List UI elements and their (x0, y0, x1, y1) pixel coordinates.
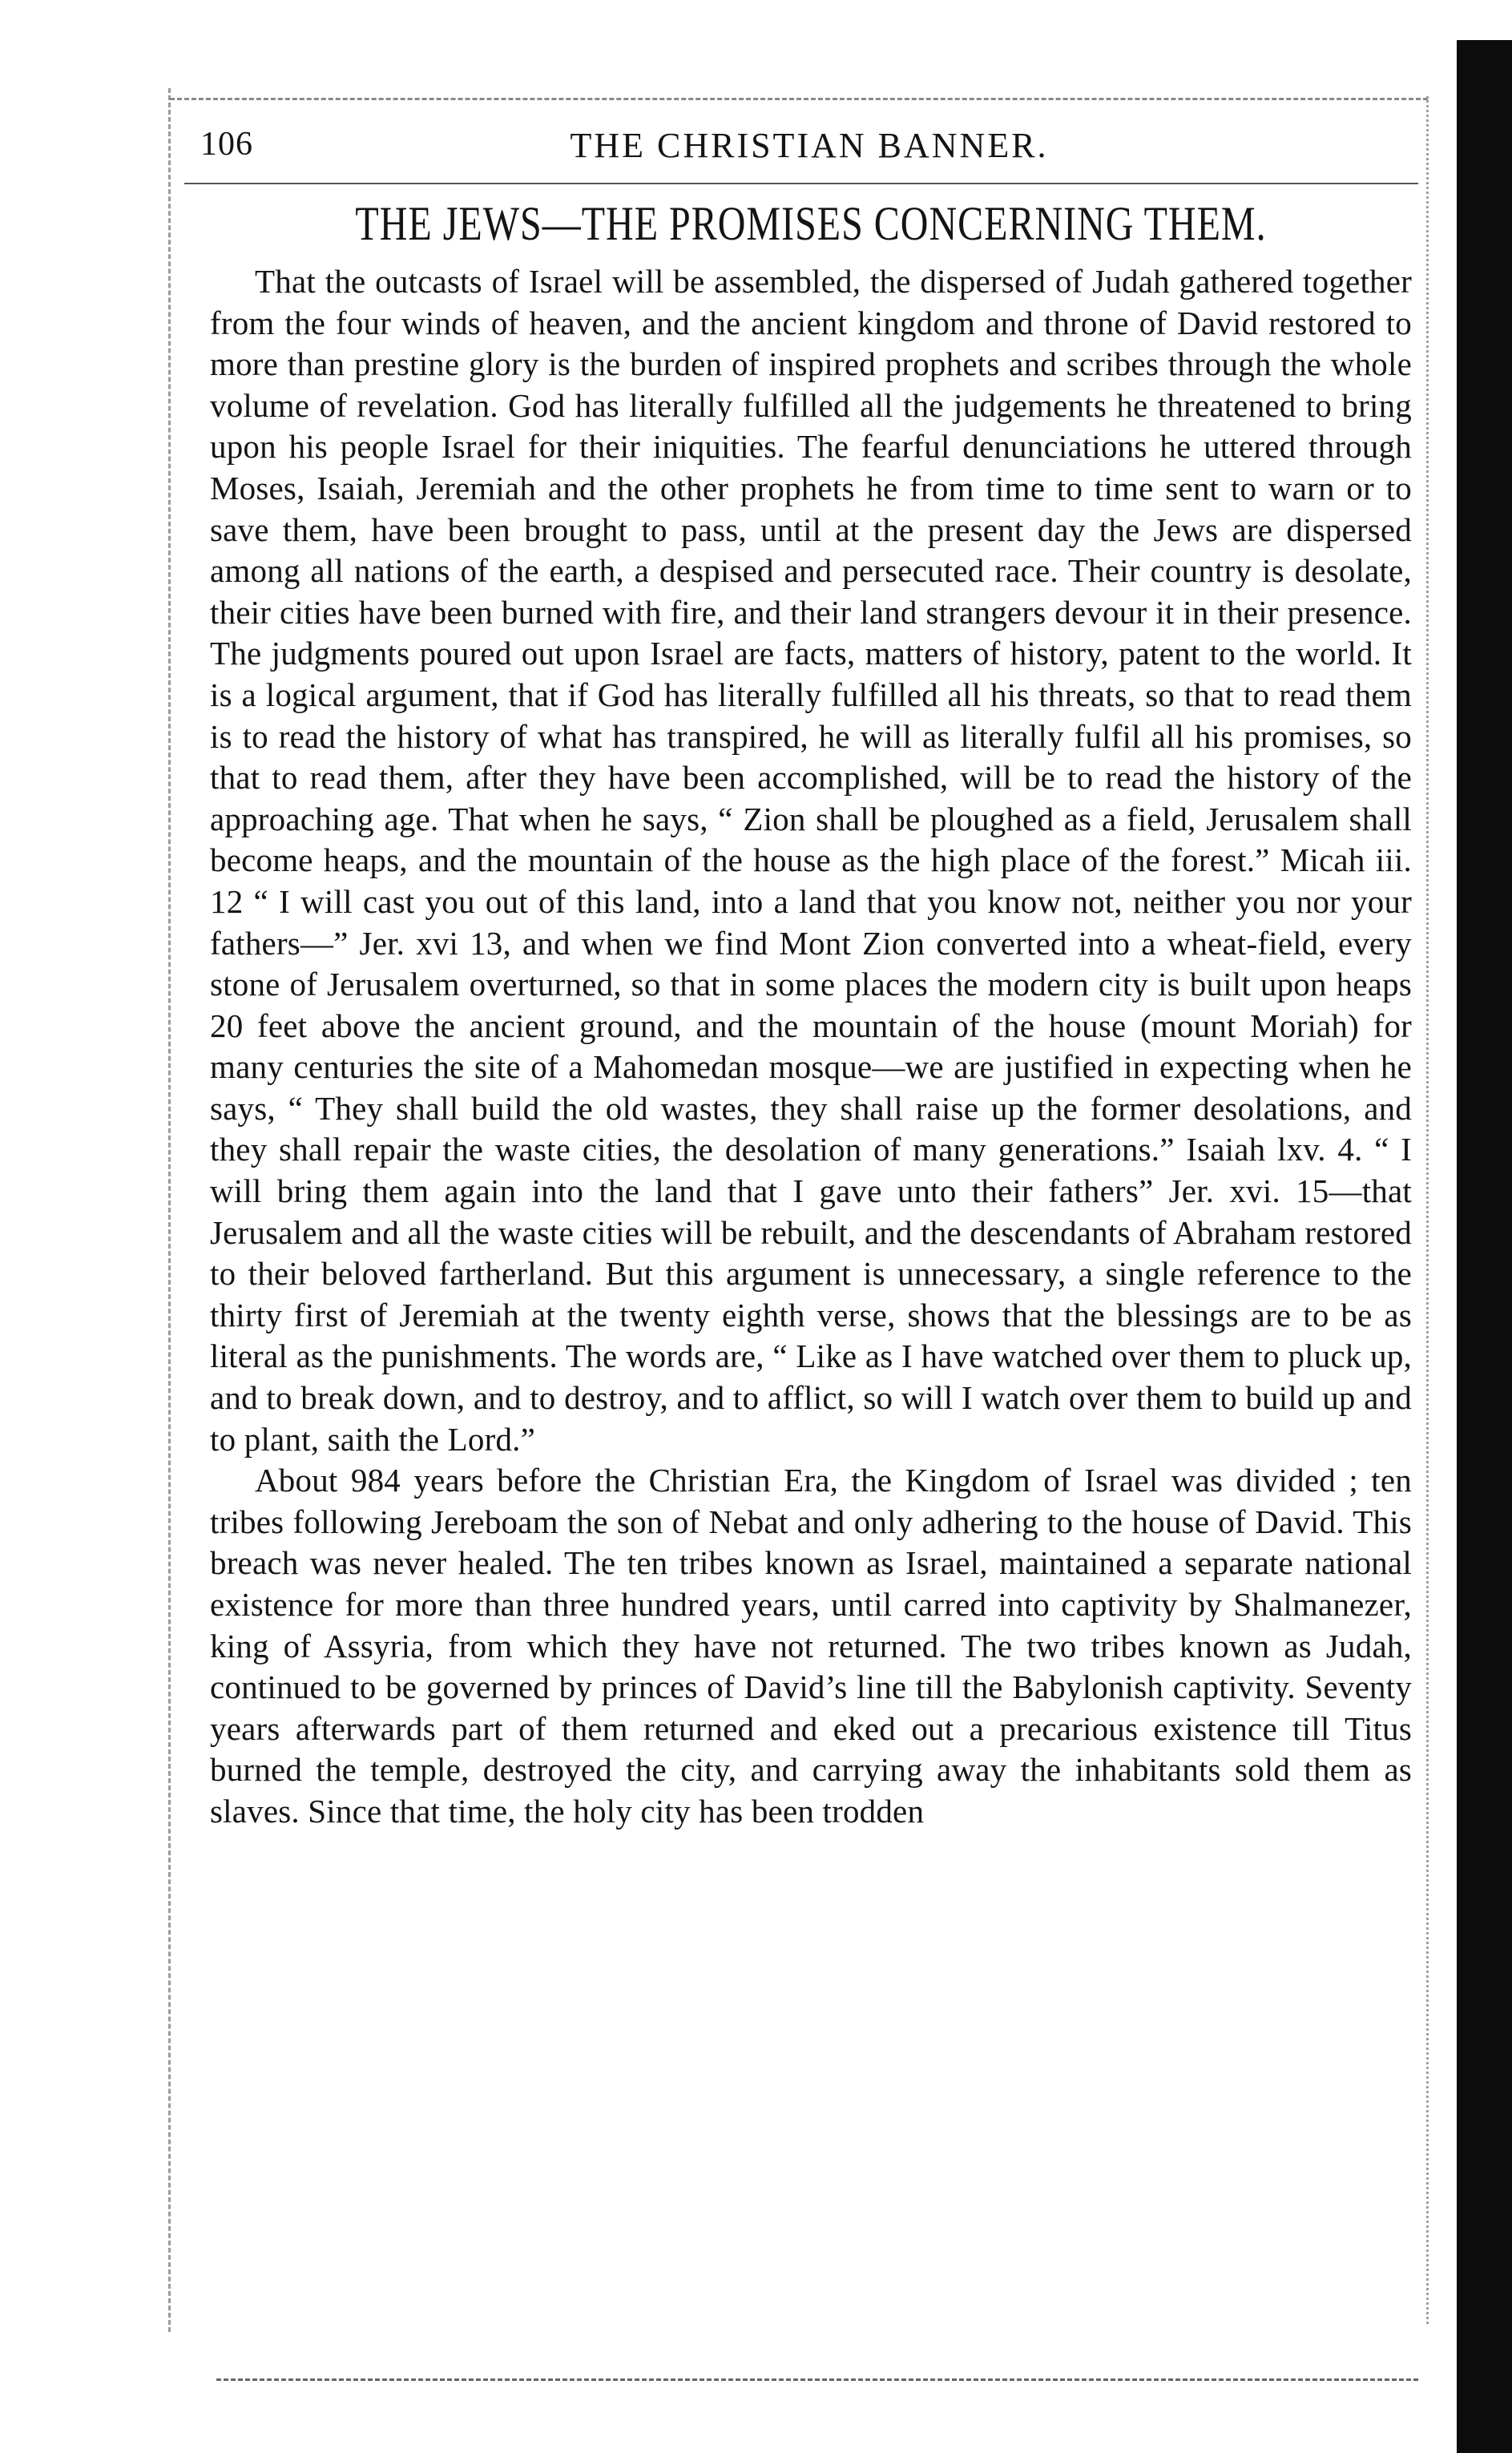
article (210, 196, 1412, 1833)
journal-title: THE CHRISTIAN BANNER. (570, 126, 1049, 165)
footer-rule (216, 2378, 1418, 2381)
page-border-right (1426, 96, 1431, 2324)
page-number: 106 (200, 126, 253, 163)
header-rule (184, 183, 1418, 184)
scan-edge-shadow (1457, 40, 1512, 2453)
page-border-top (170, 98, 1428, 100)
article-paragraph-1: That the outcasts of Israel will be assembled, the dispersed of Judah gathered together from the four winds of heaven, and the ancient kingdom and throne of David restored to more than prestine glory is the burden of inspired prophets and scribes through the whole volume of revelation. God has literally fulfilled all the judgements he threatened to bring upon his people Israel for their iniquities. The fearful denunciations he uttered through Moses, Isaiah, Jeremiah and the other prophets he from time to time sent to warn or to save them, have been brought to pass, until at the present day the Jews are dispersed among all nations of the earth, a despised and persecuted race. Their country is desolate, their cities have been burned with fire, and their land strangers devour it in their presence. The judgments poured out upon Israel are facts, matters of history, patent to the world. It is a logical argument, that if God has literally fulfilled all his threats, so that to read them is to read the history of what has transpired, he will as literally fulfil all his promises, so that to read them, after they have been accomplished, will be to read the history of the approaching age. That when he says, “ Zion shall be ploughed as a field, Jerusalem shall become heaps, and the mountain of the house as the high place of the forest.” Micah iii. 12 “ I will cast you out of this land, into a land that you know not, neither you nor your fathers—” Jer. xvi 13, and when we find Mont Zion converted into a wheat-field, every stone of Jerusalem overturned, so that in some places the modern city is built upon heaps 20 feet above the ancient ground, and the mountain of the house (mount Moriah) for many centuries the site of a Mahomedan mosque—we are justified in expecting when he says, “ They shall build the old wastes, they shall raise up the former desolations, and they shall repair the waste cities, the desolation of many generations.” Isaiah lxv. 4. “ I will bring them again into the land that I gave unto their fathers” Jer. xvi. 15—that Jerusalem and all the waste cities will be rebuilt, and the descendants of Abraham restored to their beloved fartherland. But this argument is unnecessary, a single reference to the thirty first of Jeremiah at the twenty eighth verse, shows that the blessings are to be as literal as the punishments. The words are, “ Like as I have watched over them to pluck up, and to break down, and to destroy, and to afflict, so will I watch over them to build up and to plant, saith the Lord.” (210, 263, 1412, 1458)
running-header (200, 120, 1418, 176)
article-title: THE JEWS—THE PROMISES CONCERNING THEM. (355, 197, 1267, 251)
article-paragraph-2: About 984 years before the Christian Era, the Kingdom of Israel was divided ; ten tribes following Jereboam the son of Nebat and only adhering to the house of David. This breach was never healed. The ten tribes known as Israel, maintained a separate national existence for more than three hundred years, until carred into captivity by Shalmanezer, king of Assyria, from which they have not returned. The two tribes known as Judah, continued to be governed by princes of David’s line till the Babylonish captivity. Seventy years afterwards part of them returned and eked out a precarious existence till Titus burned the temple, destroyed the city, and carrying away the inhabitants sold them as slaves. Since that time, the holy city has been trodden (210, 1462, 1412, 1830)
